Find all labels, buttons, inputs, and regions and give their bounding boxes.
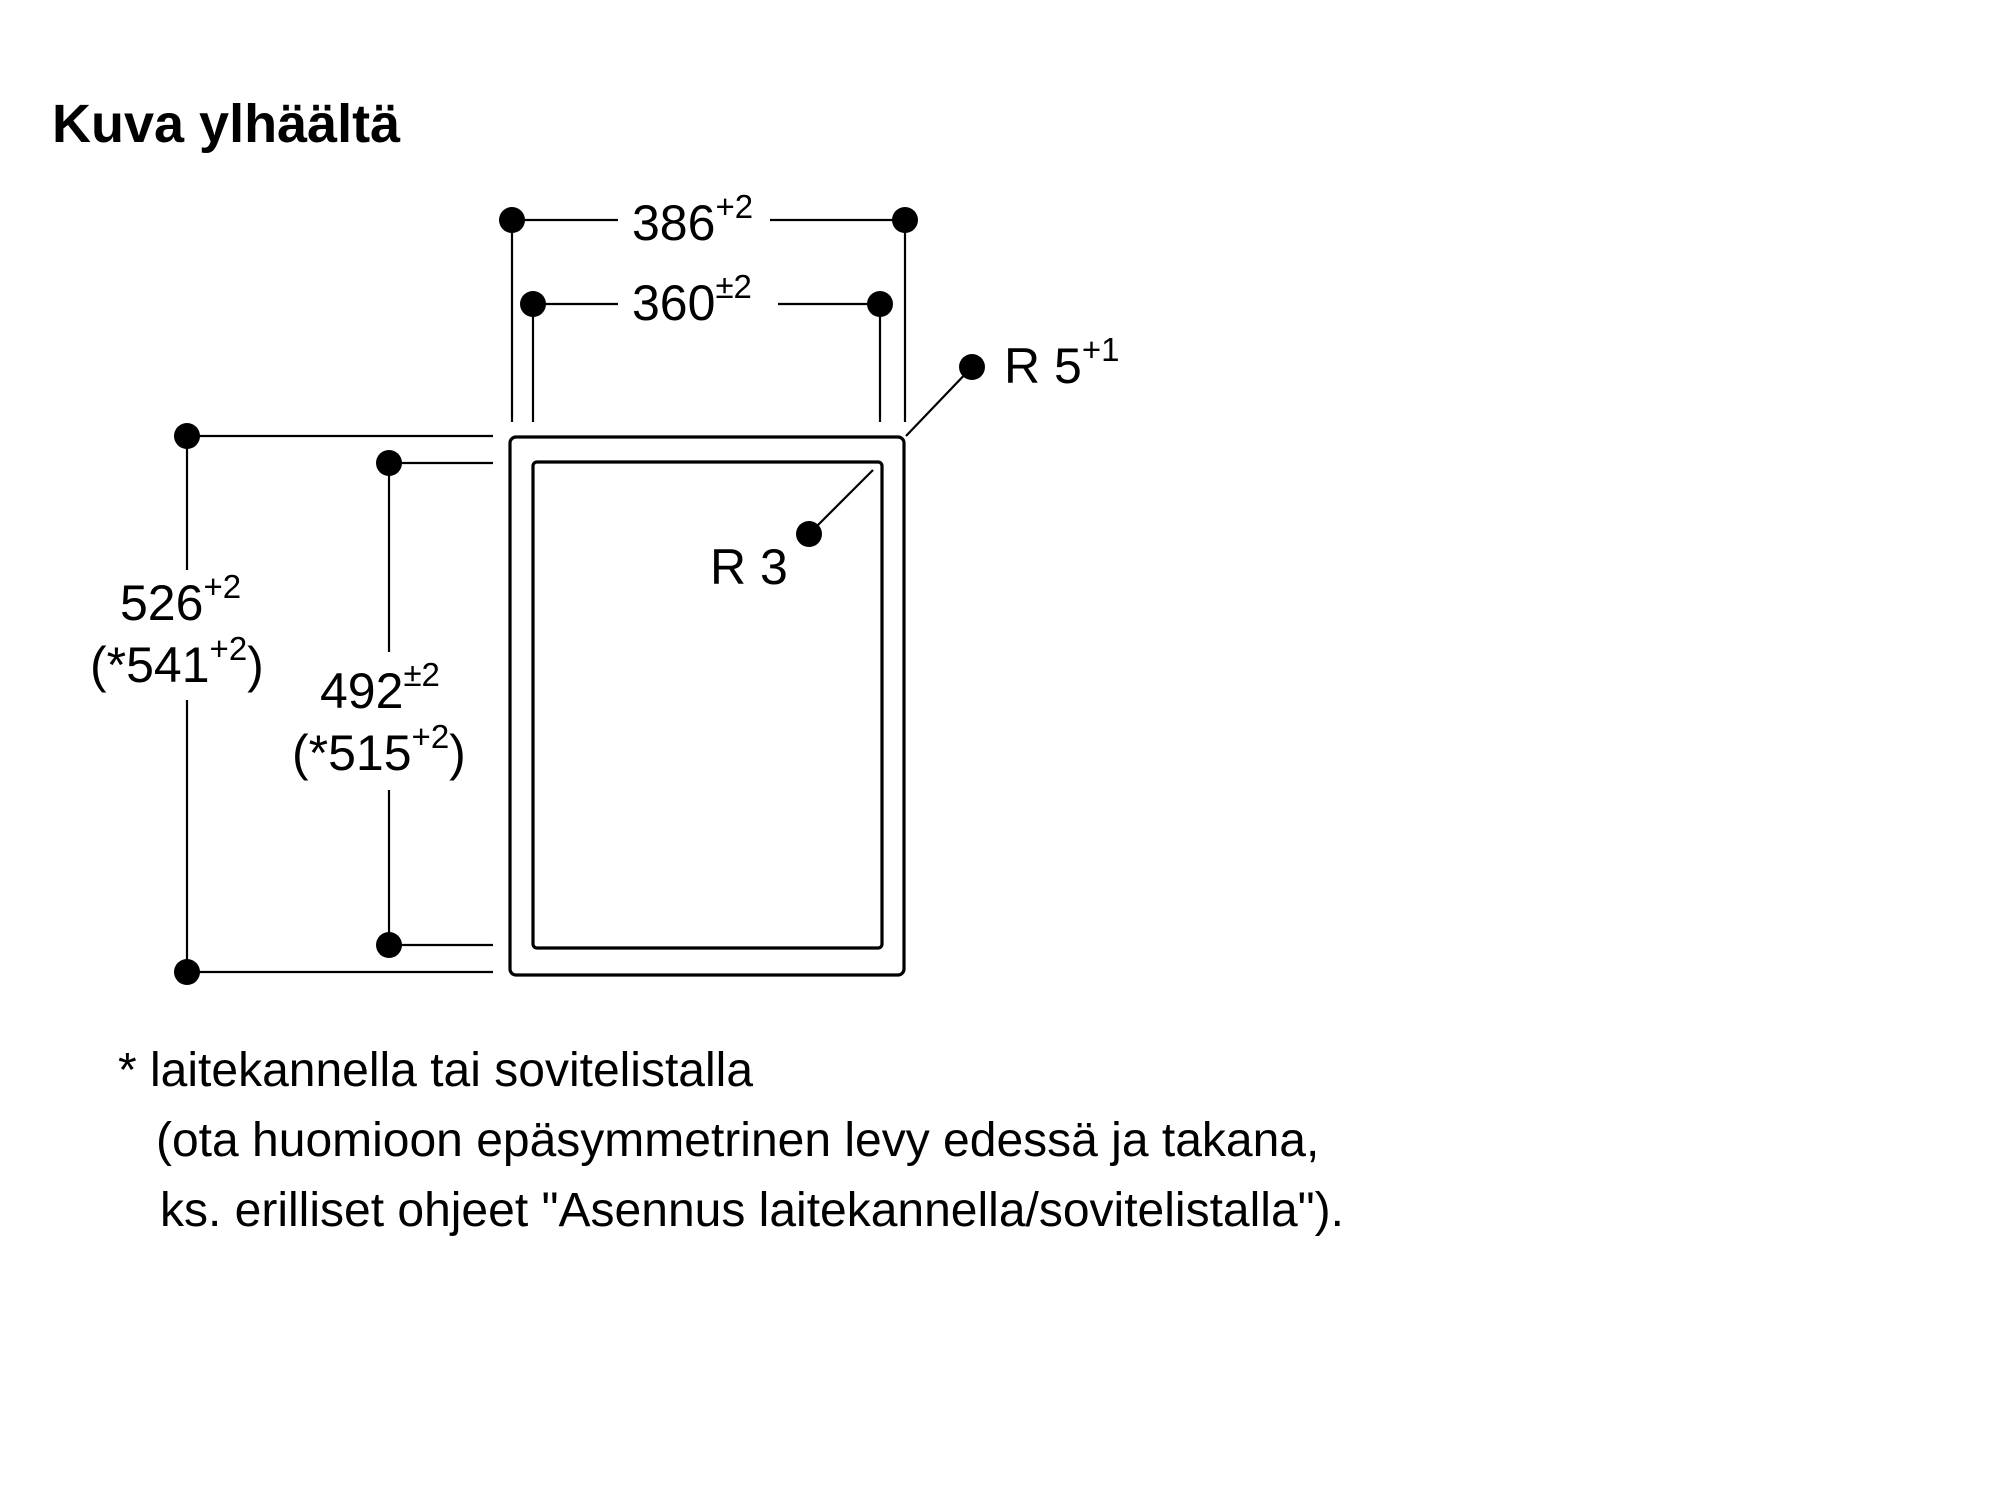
outer-depth-tolerance: +2 [203, 568, 242, 605]
inner-radius-value: 3 [760, 539, 788, 595]
inner-depth-label [320, 656, 440, 719]
dimension-dot [174, 423, 200, 449]
dimension-dot [174, 959, 200, 985]
dimension-dot [376, 450, 402, 476]
outer-depth-dimension [90, 423, 493, 985]
dimension-dot [959, 354, 985, 380]
inner-depth-alt-tolerance: +2 [411, 718, 450, 755]
footnote [118, 1044, 1344, 1237]
inner-width-dimension [520, 268, 893, 422]
footnote-line-2: (ota huomioon epäsymmetrinen levy edessä ja takana, [156, 1114, 1320, 1167]
dimension-dot [376, 932, 402, 958]
footnote-line-3: ks. erilliset ohjeet "Asennus laitekannella/sovitelistalla"). [160, 1184, 1344, 1237]
dimension-dot [867, 291, 893, 317]
inner-radius-callout [710, 470, 873, 595]
inner-radius-prefix: R [710, 539, 760, 595]
outer-radius-tolerance: +1 [1081, 331, 1120, 368]
inner-depth-tolerance: ±2 [403, 656, 440, 693]
inner-depth-dimension [292, 450, 493, 958]
inner-width-value: 360 [632, 275, 716, 331]
outer-width-tolerance: +2 [715, 188, 754, 225]
outer-depth-alt-value: 541 [126, 637, 210, 693]
inner-depth-alt-value: 515 [328, 725, 412, 781]
outer-radius-value: 5 [1054, 338, 1082, 394]
outer-cutout-outline [510, 437, 904, 975]
outer-radius-callout [906, 331, 1119, 436]
outer-radius-label [1004, 331, 1119, 394]
dimension-dot [499, 207, 525, 233]
inner-width-label [632, 268, 752, 331]
dimension-dot [892, 207, 918, 233]
outer-depth-alt-tolerance: +2 [209, 630, 248, 667]
dimension-dot [520, 291, 546, 317]
outer-width-label [632, 188, 753, 251]
outer-depth-value: 526 [120, 575, 204, 631]
inner-cutout-outline [533, 462, 882, 948]
inner-depth-value: 492 [320, 663, 404, 719]
outer-depth-alt-label [90, 630, 264, 693]
inner-depth-alt-close: ) [449, 725, 466, 781]
page-title: Kuva ylhäältä [52, 94, 401, 154]
inner-depth-alt-open: (* [292, 725, 329, 781]
outer-depth-alt-open: (* [90, 637, 127, 693]
inner-depth-alt-label [292, 718, 466, 781]
inner-radius-label [710, 539, 788, 595]
footnote-line-1: * laitekannella tai sovitelistalla [118, 1044, 754, 1097]
dimension-dot [796, 521, 822, 547]
inner-width-tolerance: ±2 [715, 268, 752, 305]
outer-depth-label [120, 568, 241, 631]
outer-radius-prefix: R [1004, 338, 1054, 394]
outer-depth-alt-close: ) [247, 637, 264, 693]
outer-width-value: 386 [632, 195, 716, 251]
